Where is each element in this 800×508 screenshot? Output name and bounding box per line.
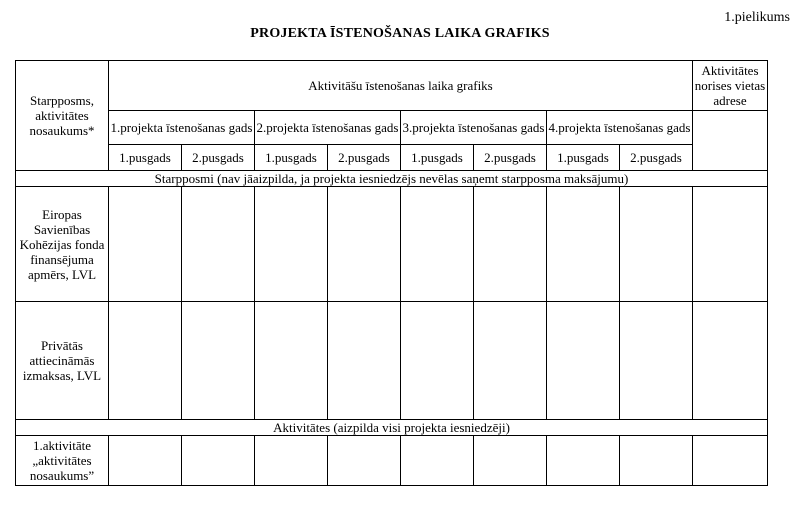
header-year-1: 1.projekta īstenošanas gads [109, 111, 255, 145]
table-cell[interactable] [109, 302, 182, 420]
row-label-cohesion: Eiropas Savienības Kohēzijas fonda finansējuma apmērs, LVL [16, 187, 109, 302]
table-cell[interactable] [401, 436, 474, 486]
table-cell[interactable] [693, 436, 768, 486]
header-stage-name: Starpposms, aktivitātes nosaukums* [16, 61, 109, 171]
header-year-3: 3.projekta īstenošanas gads [401, 111, 547, 145]
table-cell[interactable] [401, 187, 474, 302]
table-cell[interactable] [182, 187, 255, 302]
header-address: Aktivitātes norises vietas adrese [693, 61, 768, 111]
table-cell[interactable] [182, 302, 255, 420]
header-schedule: Aktivitāšu īstenošanas laika grafiks [109, 61, 693, 111]
table-cell[interactable] [693, 187, 768, 302]
section-milestones: Starpposmi (nav jāaizpilda, ja projekta iesniedzējs nevēlas saņemt starpposma maksājumu) [16, 171, 768, 187]
page-title: PROJEKTA ĪSTENOŠANAS LAIKA GRAFIKS [250, 26, 550, 41]
row-label-activity-1: 1.aktivitāte „aktivitātes nosaukums” [16, 436, 109, 486]
table-cell[interactable] [474, 187, 547, 302]
table-cell[interactable] [182, 436, 255, 486]
table-cell[interactable] [693, 302, 768, 420]
table-cell[interactable] [401, 302, 474, 420]
table-cell[interactable] [109, 187, 182, 302]
schedule-table [15, 60, 768, 486]
table-row [16, 187, 768, 302]
table-cell[interactable] [328, 187, 401, 302]
row-label-private: Privātās attiecināmās izmaksas, LVL [16, 302, 109, 420]
table-cell[interactable] [547, 436, 620, 486]
table-cell[interactable] [255, 436, 328, 486]
section-activities: Aktivitātes (aizpilda visi projekta iesniedzēji) [16, 420, 768, 436]
table-cell[interactable] [255, 302, 328, 420]
table-cell[interactable] [547, 187, 620, 302]
table-cell[interactable] [474, 436, 547, 486]
header-half-2: 2.pusgads [328, 145, 401, 171]
header-half-1: 1.pusgads [547, 145, 620, 171]
header-half-2: 2.pusgads [620, 145, 693, 171]
table-cell[interactable] [255, 187, 328, 302]
header-half-2: 2.pusgads [182, 145, 255, 171]
table-cell[interactable] [620, 302, 693, 420]
header-address-blank [693, 111, 768, 171]
header-half-1: 1.pusgads [255, 145, 328, 171]
header-half-1: 1.pusgads [401, 145, 474, 171]
table-cell[interactable] [547, 302, 620, 420]
header-half-1: 1.pusgads [109, 145, 182, 171]
table-cell[interactable] [328, 302, 401, 420]
table-row [16, 436, 768, 486]
table-cell[interactable] [620, 436, 693, 486]
table-row [16, 302, 768, 420]
table-cell[interactable] [620, 187, 693, 302]
table-cell[interactable] [328, 436, 401, 486]
header-year-2: 2.projekta īstenošanas gads [255, 111, 401, 145]
header-half-2: 2.pusgads [474, 145, 547, 171]
header-year-4: 4.projekta īstenošanas gads [547, 111, 693, 145]
annex-label: 1.pielikums [724, 10, 790, 25]
table-cell[interactable] [109, 436, 182, 486]
table-cell[interactable] [474, 302, 547, 420]
